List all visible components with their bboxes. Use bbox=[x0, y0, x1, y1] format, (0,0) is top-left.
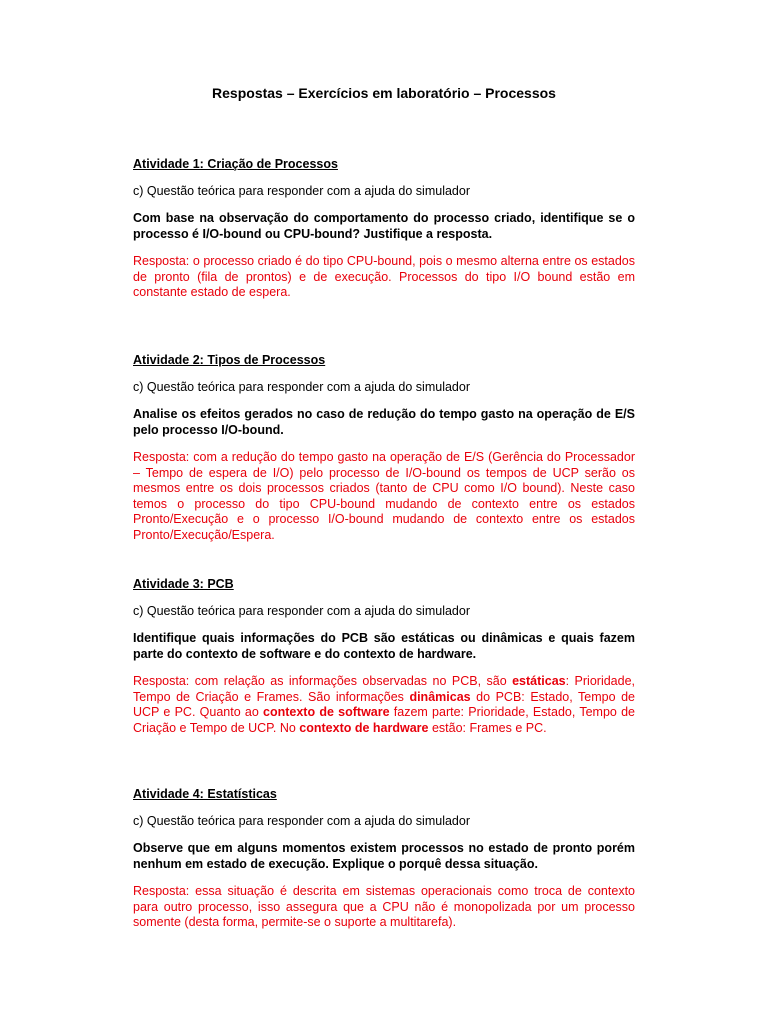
answer-text: Resposta: com relação as informações observadas no PCB, são bbox=[133, 674, 513, 688]
section-question: Analise os efeitos gerados no caso de redução do tempo gasto na operação de E/S pelo processo I/O-bound. bbox=[133, 407, 635, 437]
section-answer: Resposta: essa situação é descrita em sistemas operacionais como troca de contexto para outro processo, isso assegura que a CPU não é monopolizada por um processo somente (desta forma, permite-se o suporte a multitarefa). bbox=[133, 884, 635, 929]
answer-text: estão: Frames e PC. bbox=[428, 720, 547, 735]
section-prompt: c) Questão teórica para responder com a ajuda do simulador bbox=[133, 814, 470, 828]
section-answer: Resposta: o processo criado é do tipo CPU-bound, pois o mesmo alterna entre os estados de pronto (fila de prontos) e de execução. Processos do tipo I/O bound estão em constante estado de espera. bbox=[133, 254, 635, 299]
section-atividade-4 bbox=[133, 787, 635, 931]
answer-text: fazem parte: Prioridade, Estado, Tempo de Criação e Tempo de UCP. No bbox=[133, 705, 635, 735]
section-question: Observe que em alguns momentos existem processos no estado de pronto porém nenhum em estado de execução. Explique o porquê dessa situação. bbox=[133, 841, 635, 871]
section-prompt: c) Questão teórica para responder com a ajuda do simulador bbox=[133, 380, 470, 394]
section-prompt: c) Questão teórica para responder com a ajuda do simulador bbox=[133, 604, 470, 618]
answer-keyword-contexto-hardware: contexto de hardware bbox=[299, 720, 429, 735]
answer-text: : Prioridade, Tempo de Criação e Frames. São informações bbox=[133, 674, 635, 704]
section-atividade-3 bbox=[133, 577, 635, 736]
answer-keyword-dinamicas: dinâmicas bbox=[409, 689, 471, 704]
section-heading: Atividade 1: Criação de Processos bbox=[133, 157, 338, 171]
section-heading: Atividade 2: Tipos de Processos bbox=[133, 353, 326, 367]
answer-text: do PCB: Estado, Tempo de UCP e PC. Quanto ao bbox=[133, 689, 635, 719]
section-answer: Resposta: com a redução do tempo gasto na operação de E/S (Gerência do Processador – Tempo de espera de I/O) pelo processo de I/O-bound os tempos de UCP serão os mesmos entre os dois processos criados (tanto de CPU como I/O bound). Neste caso temos o processo do tipo CPU-bound mudando de contexto entre os estados Pronto/Execução e o processo I/O-bound mudando de contexto entre os estados Pronto/Execução/Espera. bbox=[133, 450, 635, 542]
answer-keyword-estaticas: estáticas bbox=[512, 674, 566, 688]
section-heading: Atividade 3: PCB bbox=[133, 577, 234, 591]
section-prompt: c) Questão teórica para responder com a ajuda do simulador bbox=[133, 184, 470, 198]
document-title: Respostas – Exercícios em laboratório – Processos bbox=[212, 85, 556, 101]
section-atividade-1 bbox=[133, 157, 635, 301]
answer-keyword-contexto-software: contexto de software bbox=[263, 705, 390, 719]
section-question: Identifique quais informações do PCB são estáticas ou dinâmicas e quais fazem parte do contexto de software e do contexto de hardware. bbox=[133, 631, 635, 661]
section-atividade-2 bbox=[133, 353, 635, 543]
section-question: Com base na observação do comportamento do processo criado, identifique se o processo é I/O-bound ou CPU-bound? Justifique a resposta. bbox=[133, 211, 635, 241]
section-heading: Atividade 4: Estatísticas bbox=[133, 787, 277, 801]
section-answer bbox=[133, 674, 635, 736]
